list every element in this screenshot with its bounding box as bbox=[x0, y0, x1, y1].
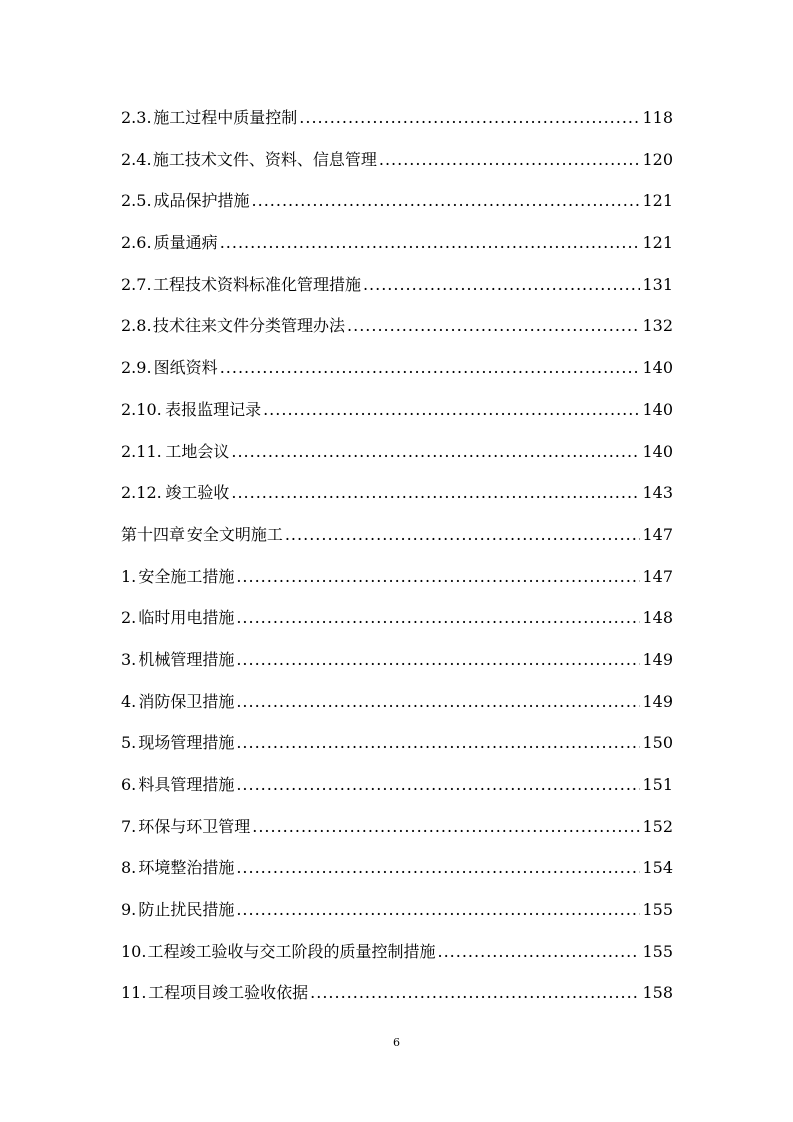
toc-entry-title: 机械管理措施 bbox=[138, 649, 235, 669]
toc-entry-number: 9. bbox=[121, 900, 137, 920]
toc-entry[interactable] bbox=[121, 514, 673, 556]
toc-dot-leader bbox=[347, 305, 640, 347]
toc-entry-page: 148 bbox=[642, 608, 673, 628]
toc-entry-number: 8. bbox=[121, 858, 137, 878]
toc-entry[interactable] bbox=[121, 639, 673, 681]
toc-entry-title: 工程项目竣工验收依据 bbox=[148, 983, 309, 1003]
toc-dot-leader bbox=[299, 97, 640, 139]
toc-entry-title: 施工技术文件、资料、信息管理 bbox=[152, 149, 377, 169]
toc-entry[interactable] bbox=[121, 556, 673, 598]
toc-entry-title: 安全施工措施 bbox=[138, 566, 235, 586]
toc-entry-page: 143 bbox=[642, 483, 673, 503]
toc-entry-number: 4. bbox=[121, 691, 137, 711]
toc-entry-number: 10. bbox=[121, 941, 147, 961]
toc-entry[interactable] bbox=[121, 222, 673, 264]
toc-dot-leader bbox=[236, 556, 640, 598]
toc-entry[interactable] bbox=[121, 431, 673, 473]
toc-entry-title: 环境整治措施 bbox=[138, 858, 235, 878]
toc-entry[interactable] bbox=[121, 597, 673, 639]
toc-entry-number: 2.8. bbox=[121, 316, 152, 336]
toc-dot-leader bbox=[379, 139, 641, 181]
toc-entry-page: 158 bbox=[642, 983, 673, 1003]
toc-entry[interactable] bbox=[121, 806, 673, 848]
toc-entry-number: 2.7. bbox=[121, 274, 152, 294]
toc-entry[interactable] bbox=[121, 681, 673, 723]
toc-entry[interactable] bbox=[121, 931, 673, 973]
toc-entry-number: 2. bbox=[121, 608, 137, 628]
toc-entry-number: 3. bbox=[121, 649, 137, 669]
toc-entry-page: 140 bbox=[642, 399, 673, 419]
toc-entry-page: 121 bbox=[642, 191, 673, 211]
toc-entry-page: 120 bbox=[642, 149, 673, 169]
toc-dot-leader bbox=[231, 472, 640, 514]
toc-entry-title: 表报监理记录 bbox=[165, 399, 262, 419]
toc-entry[interactable] bbox=[121, 347, 673, 389]
toc-entry-title: 料具管理措施 bbox=[138, 775, 235, 794]
toc-dot-leader bbox=[236, 639, 640, 681]
toc-entry-number: 第十四章 bbox=[121, 524, 186, 544]
toc-entry-title: 现场管理措施 bbox=[138, 733, 235, 753]
toc-entry-page: 147 bbox=[642, 524, 673, 544]
toc-entry-number: 11. bbox=[121, 983, 147, 1003]
toc-entry-number: 1. bbox=[121, 566, 137, 586]
toc-entry-title: 工程竣工验收与交工阶段的质量控制措施 bbox=[147, 941, 436, 961]
toc-entry-title: 防止扰民措施 bbox=[138, 900, 235, 920]
toc-entry-title: 成品保护措施 bbox=[153, 191, 250, 211]
page-number: 6 bbox=[393, 1036, 400, 1049]
toc-entry[interactable] bbox=[121, 889, 673, 931]
toc-entry-page: 155 bbox=[642, 941, 673, 961]
toc-entry-number: 7. bbox=[121, 816, 137, 836]
toc-entry-number: 2.5. bbox=[121, 191, 152, 211]
toc-dot-leader bbox=[236, 681, 640, 723]
toc-dot-leader bbox=[231, 431, 640, 473]
toc-dot-leader bbox=[310, 972, 640, 1014]
toc-entry-title: 安全文明施工 bbox=[186, 524, 283, 544]
toc-entry-page: 140 bbox=[642, 358, 673, 378]
toc-entry-page: 150 bbox=[642, 733, 673, 753]
toc-entry-page: 151 bbox=[642, 775, 673, 794]
toc-dot-leader bbox=[363, 264, 641, 306]
toc-entry-title: 临时用电措施 bbox=[138, 608, 235, 628]
toc-dot-leader bbox=[236, 889, 640, 931]
toc-dot-leader bbox=[236, 722, 640, 764]
toc-dot-leader bbox=[236, 847, 640, 889]
toc-entry-number: 2.3. bbox=[121, 108, 152, 127]
toc-entry-title: 环保与环卫管理 bbox=[138, 816, 251, 836]
toc-entry-page: 149 bbox=[642, 691, 673, 711]
toc-entry[interactable] bbox=[121, 472, 673, 514]
toc-entry[interactable] bbox=[121, 180, 673, 222]
toc-entry[interactable] bbox=[121, 722, 673, 764]
toc-entry-page: 149 bbox=[642, 649, 673, 669]
toc-dot-leader bbox=[220, 222, 641, 264]
toc-entry-title: 工程技术资料标准化管理措施 bbox=[152, 274, 361, 294]
toc-entry[interactable] bbox=[121, 139, 673, 181]
toc-entry-title: 竣工验收 bbox=[165, 483, 230, 503]
toc-entry-page: 121 bbox=[642, 233, 673, 253]
toc-entry-page: 152 bbox=[642, 816, 673, 836]
toc-entry-page: 147 bbox=[642, 566, 673, 586]
toc-entry[interactable] bbox=[121, 847, 673, 889]
toc-dot-leader bbox=[252, 180, 641, 222]
toc-entry-number: 2.10. bbox=[121, 399, 162, 419]
toc-dot-leader bbox=[236, 597, 640, 639]
toc-entry[interactable] bbox=[121, 97, 673, 139]
toc-entry-title: 质量通病 bbox=[153, 233, 218, 253]
toc-entry-number: 2.4. bbox=[121, 149, 152, 169]
toc-entry-title: 技术往来文件分类管理办法 bbox=[153, 316, 346, 336]
toc-dot-leader bbox=[285, 514, 641, 556]
toc-entry-page: 155 bbox=[642, 900, 673, 920]
toc-dot-leader bbox=[252, 806, 640, 848]
toc-entry[interactable] bbox=[121, 972, 673, 1014]
toc-entry-number: 2.11. bbox=[121, 441, 162, 461]
toc-entry[interactable] bbox=[121, 264, 673, 306]
toc-entry[interactable] bbox=[121, 305, 673, 347]
toc-entry-page: 154 bbox=[642, 858, 673, 878]
toc-entry-title: 图纸资料 bbox=[153, 358, 218, 378]
toc-entry-number: 2.12. bbox=[121, 483, 162, 503]
toc-entry-title: 工地会议 bbox=[165, 441, 230, 461]
toc-dot-leader bbox=[263, 389, 640, 431]
toc-entry-number: 2.6. bbox=[121, 233, 152, 253]
toc-entry-title: 消防保卫措施 bbox=[138, 691, 235, 711]
toc-dot-leader bbox=[438, 931, 641, 973]
toc-entry[interactable] bbox=[121, 389, 673, 431]
toc-dot-leader bbox=[236, 764, 640, 806]
toc-entry-page: 132 bbox=[642, 316, 673, 336]
toc-entry-page: 118 bbox=[642, 108, 673, 127]
toc-entry-number: 2.9. bbox=[121, 358, 152, 378]
toc-entry-number: 6. bbox=[121, 775, 137, 794]
toc-entry-number: 5. bbox=[121, 733, 137, 753]
toc-entry-page: 131 bbox=[642, 274, 673, 294]
table-of-contents bbox=[121, 97, 673, 1014]
toc-entry-page: 140 bbox=[642, 441, 673, 461]
toc-dot-leader bbox=[220, 347, 641, 389]
toc-entry-title: 施工过程中质量控制 bbox=[153, 108, 298, 127]
toc-entry[interactable] bbox=[121, 764, 673, 806]
